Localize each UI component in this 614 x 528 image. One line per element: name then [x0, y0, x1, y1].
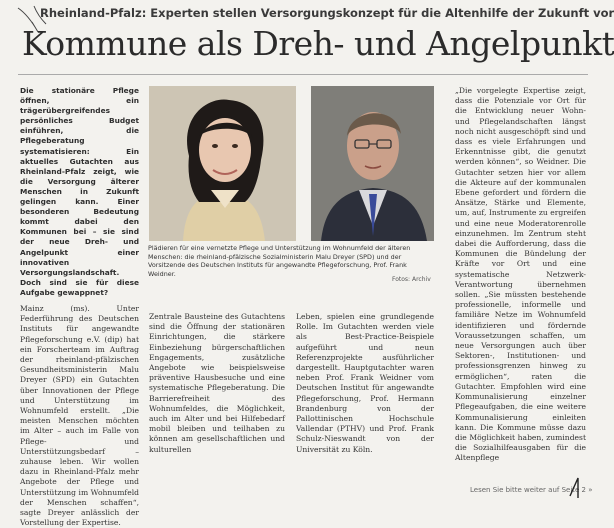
- portrait-woman-photo-icon: [149, 86, 296, 241]
- column-1: [20, 86, 139, 528]
- photo-weidner: [311, 86, 434, 241]
- page-number-mark-icon: [564, 474, 588, 500]
- column-3: [296, 312, 434, 482]
- photo-credit: Fotos: Archiv: [392, 276, 431, 283]
- divider: [18, 74, 588, 75]
- photo-caption: Plädieren für eine vernetzte Pflege und Unterstützung im Wohnumfeld der älteren Menschen: die rheinland-pfälzische Sozialministerin Malu Dreyer (SPD) und der Vorsitzende des Deutschen Instituts für angewandte Pflegeforschung, Prof. Frank Weidner.: [148, 244, 411, 278]
- body-paragraph-2: Zentrale Bausteine des Gutachtens sind die Öffnung der stationären Einrichtungen, die stärkere Einbeziehung bürgerschaftlichen Engagements, zusätzliche Angebote wie beispielsweise präventive Hausbesuche und eine systematische Pflegeberatung. Die Barrierefreiheit des Wohnumfeldes, die Möglichkeit, auch im Alter und bei Hilfebedarf mobil bleiben und teilhaben zu können am gesellschaftlichen und kulturellen: [149, 312, 285, 454]
- headline: Kommune als Dreh- und Angelpunkt: [22, 24, 614, 63]
- body-paragraph-1: Mainz (ms). Unter Federführung des Deutschen Instituts für angewandte Pflegeforschung e.V. (dip) hat ein Forscherteam im Auftrag der rheinland-pfälzischen Gesundheitsministerin Malu Dreyer (SPD) ein Gutachten über Innovationen der Pflege und Unterstützung im Wohnumfeld erstellt. „Die meisten Menschen möchten im Alter – auch im Falle von Pflege- und Unterstützungsbedarf – zuhause leben. Wir wollen dazu in Rheinland-Pfalz mehr Angebote der Pflege und Unterstützung im Wohnumfeld der Menschen schaffen“, sagte Dreyer anlässlich der Vorstellung der Expertise.: [20, 303, 139, 528]
- portrait-man-photo-icon: [311, 86, 434, 241]
- continued-note: Lesen Sie bitte weiter auf Seite 2 »: [470, 486, 593, 494]
- kicker-line: Rheinland-Pfalz: Experten stellen Versorgungskonzept für die Altenhilfe der Zukunft vor: [40, 6, 614, 20]
- photo-dreyer: [149, 86, 296, 241]
- lead-paragraph: Die stationäre Pflege öffnen, ein trägerübergreifendes persönliches Budget einführen, die Pflegeberatung systematisieren: Ein aktuelles Gutachten aus Rheinland-Pfalz zeigt, wie die Versorgung älterer Menschen in Zukunft gelingen kann. Einer besonderen Bedeutung kommt dabei den Kommunen bei – sie sind der neue Dreh- und Angelpunkt einer innovativen Versorgungslandschaft. Doch sind sie für diese Aufgabe gewappnet?: [20, 86, 139, 297]
- body-paragraph-4: „Die vorgelegte Expertise zeigt, dass die Potenziale vor Ort für die Entwicklung neuer Wohn- und Pflegelandschaften längst noch nicht ausgeschöpft sind und dass es viele Erfahrungen und Erkenntnisse gibt, die genutzt werden können“, so Weidner. Die Gutachter setzen hier vor allem die Akteure auf der kommunalen Ebene gefordert und fördern die Ansätze, Stärke und Elemente, um, auf, Instrumente zu ergreifen und eine neue Moderatorenrolle einzunehmen. Im Zentrum steht dabei die Aufforderung, dass die Kommunen die Bündelung der Kräfte vor Ort und eine systematische Netzwerk-Verantwortung übernehmen sollen. „Sie müssten bestehende professionelle, informelle und familiäre Netze im Wohnumfeld identifizieren und fördernde Voraussetzungen schaffen, um neue Versorgungen auch über Sektoren-, Institutionen- und professionsgrenzen hinweg zu ermöglichen“, raten die Gutachter. Empfohlen wird eine Kommunalisierung einzelner Pflegeaufgaben, die eine weitere Kommunalisierung einleiten kann. Die Kommune müsse dazu die Möglichkeit haben, zumindest die Sozialhilfeausgaben für die Altenpflege: [455, 86, 586, 463]
- column-2: [149, 312, 285, 482]
- body-paragraph-3: Leben, spielen eine grundlegende Rolle. Im Gutachten werden viele als Best-Practice-Beispiele aufgeführt und neun Referenzprojekte ausführlicher dargestellt. Hauptgutachter waren neben Prof. Frank Weidner vom Deutschen Institut für angewandte Pflegeforschung, Prof. Hermann Brandenburg von der Pallottinischen Hochschule Vallendar (PTHV) und Prof. Frank Schulz-Nieswandt von der Universität zu Köln.: [296, 312, 434, 454]
- column-4: [455, 86, 586, 482]
